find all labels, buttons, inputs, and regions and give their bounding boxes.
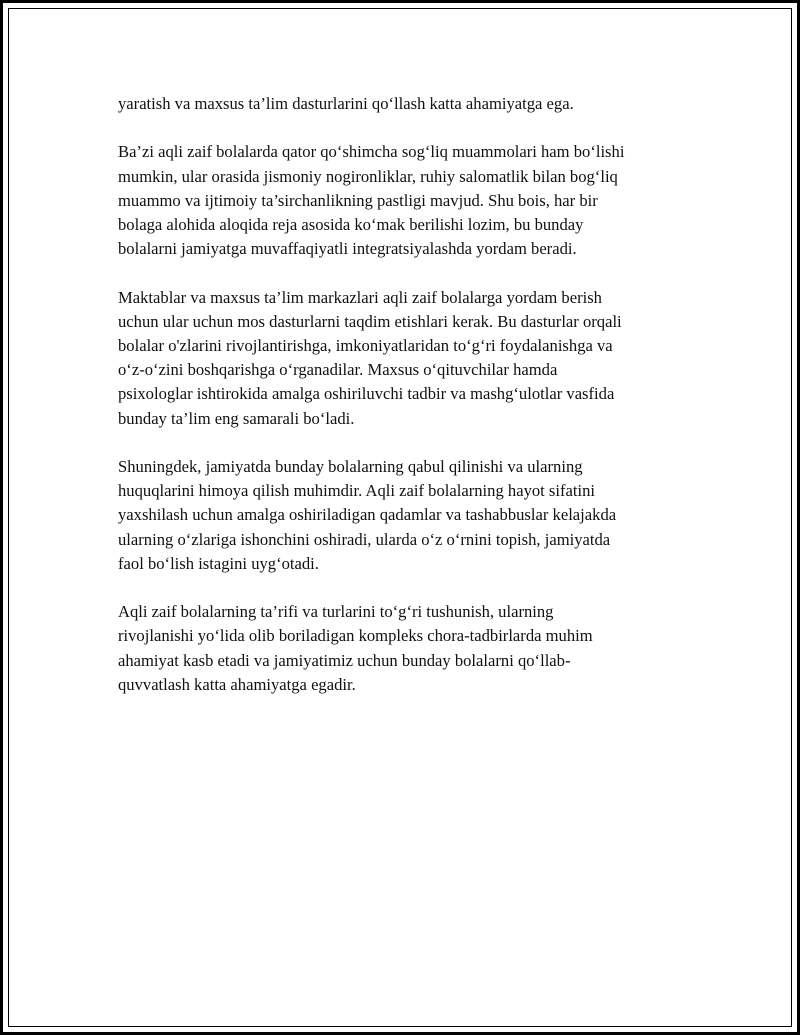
paragraph-4: Shuningdek, jamiyatda bunday bolalarning qabul qilinishi va ularning huquqlarini himoya qilish muhimdir. Aqli zaif bolalarning hayot sifatini yaxshilash uchun amalga oshiriladigan qadamlar va tashabbuslar kelajakda ularning o‘zlariga ishonchini oshiradi, ularda o‘z o‘rnini topish, jamiyatda faol bo‘lish istagini uyg‘otadi. [118, 457, 617, 573]
document-body [118, 92, 698, 721]
paragraph-2: Ba’zi aqli zaif bolalarda qator qo‘shimcha sog‘liq muammolari ham bo‘lishi mumkin, ular orasida jismoniy nogironliklar, ruhiy salomatlik bilan bog‘liq muammo va ijtimoiy ta’sirchanlikning pastligi mavjud. Shu bois, har bir bolaga alohida aloqida reja asosida ko‘mak berilishi lozim, bu bunday bolalarni jamiyatga muvaffaqiyatli integratsiyalashda yordam beradi. [118, 142, 625, 259]
paragraph-1: yaratish va maxsus ta’lim dasturlarini qo‘llash katta ahamiyatga ega. [118, 94, 574, 113]
paragraph-5: Aqli zaif bolalarning ta’rifi va turlarini to‘g‘ri tushunish, ularning rivojlanishi yo‘lida olib boriladigan kompleks chora-tadbirlarda muhim ahamiyat kasb etadi va jamiyatimiz uchun bunday bolalarni qo‘llab- quvvatlash katta ahamiyatga egadir. [118, 602, 593, 694]
paragraph-3: Maktablar va maxsus ta’lim markazlari aqli zaif bolalarga yordam berish uchun ular uchun mos dasturlarni taqdim etishlari kerak. Bu dasturlar orqali bolalar o'zlarini rivojlantirishga, imkoniyatlaridan to‘g‘ri foydalanishga va o‘z-o‘zini boshqarishga o‘rganadilar. Maxsus o‘qituvchilar hamda psixologlar ishtirokida amalga oshiriluvchi tadbir va mashg‘ulotlar vasfida bunday ta’lim eng samarali bo‘ladi. [118, 287, 622, 428]
